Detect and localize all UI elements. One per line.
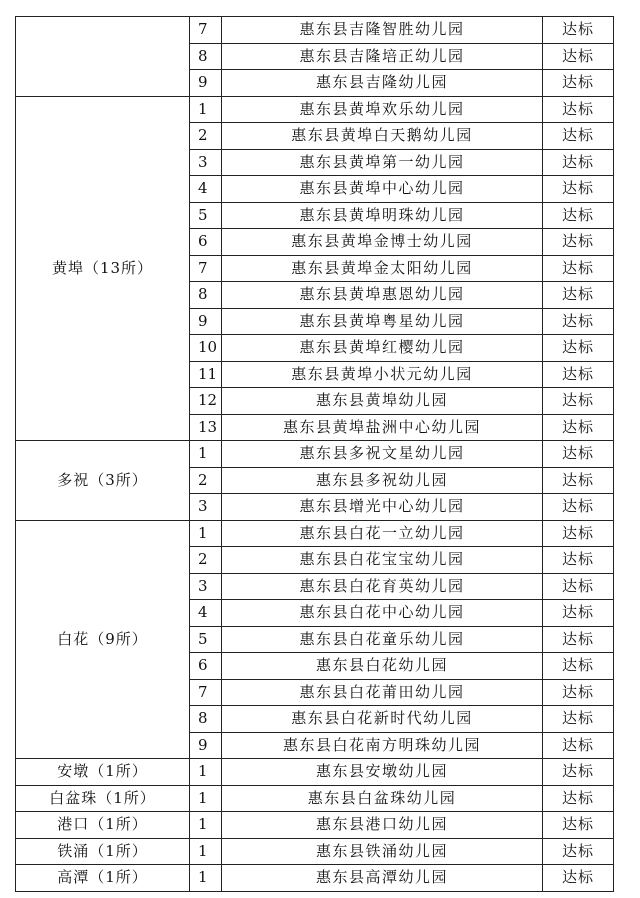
kindergarten-name-cell: 惠东县白盆珠幼儿园 — [222, 785, 543, 812]
row-number-cell: 11 — [190, 361, 222, 388]
kindergarten-name-cell: 惠东县多祝文星幼儿园 — [222, 441, 543, 468]
row-number-cell: 12 — [190, 388, 222, 415]
row-number-cell: 1 — [190, 865, 222, 892]
kindergarten-name-cell: 惠东县吉隆培正幼儿园 — [222, 43, 543, 70]
row-number-cell: 9 — [190, 732, 222, 759]
town-cell: 白盆珠（1所） — [16, 785, 190, 812]
status-cell: 达标 — [543, 255, 614, 282]
kindergarten-name-cell: 惠东县白花童乐幼儿园 — [222, 626, 543, 653]
status-cell: 达标 — [543, 865, 614, 892]
town-cell — [16, 17, 190, 97]
kindergarten-name-cell: 惠东县白花新时代幼儿园 — [222, 706, 543, 733]
status-cell: 达标 — [543, 600, 614, 627]
status-cell: 达标 — [543, 785, 614, 812]
kindergarten-name-cell: 惠东县黄埠白天鹅幼儿园 — [222, 123, 543, 150]
row-number-cell: 13 — [190, 414, 222, 441]
status-cell: 达标 — [543, 441, 614, 468]
kindergarten-name-cell: 惠东县港口幼儿园 — [222, 812, 543, 839]
kindergarten-name-cell: 惠东县黄埠惠恩幼儿园 — [222, 282, 543, 309]
status-cell: 达标 — [543, 467, 614, 494]
row-number-cell: 7 — [190, 255, 222, 282]
table-row — [16, 520, 614, 547]
status-cell: 达标 — [543, 494, 614, 521]
kindergarten-name-cell: 惠东县白花中心幼儿园 — [222, 600, 543, 627]
kindergarten-name-cell: 惠东县吉隆智胜幼儿园 — [222, 17, 543, 44]
table-row — [16, 17, 614, 44]
row-number-cell: 1 — [190, 441, 222, 468]
status-cell: 达标 — [543, 96, 614, 123]
document-page — [15, 16, 614, 892]
status-cell: 达标 — [543, 547, 614, 574]
row-number-cell: 10 — [190, 335, 222, 362]
row-number-cell: 1 — [190, 812, 222, 839]
row-number-cell: 8 — [190, 706, 222, 733]
kindergarten-name-cell: 惠东县白花一立幼儿园 — [222, 520, 543, 547]
town-cell: 安墩（1所） — [16, 759, 190, 786]
status-cell: 达标 — [543, 759, 614, 786]
status-cell: 达标 — [543, 229, 614, 256]
town-cell: 港口（1所） — [16, 812, 190, 839]
row-number-cell: 5 — [190, 626, 222, 653]
status-cell: 达标 — [543, 149, 614, 176]
status-cell: 达标 — [543, 653, 614, 680]
kindergarten-name-cell: 惠东县黄埠粤星幼儿园 — [222, 308, 543, 335]
table-row — [16, 96, 614, 123]
kindergarten-name-cell: 惠东县吉隆幼儿园 — [222, 70, 543, 97]
status-cell: 达标 — [543, 706, 614, 733]
row-number-cell: 1 — [190, 96, 222, 123]
row-number-cell: 1 — [190, 838, 222, 865]
status-cell: 达标 — [543, 335, 614, 362]
status-cell: 达标 — [543, 43, 614, 70]
table-row — [16, 759, 614, 786]
table-body — [16, 17, 614, 892]
kindergarten-name-cell: 惠东县黄埠中心幼儿园 — [222, 176, 543, 203]
kindergarten-name-cell: 惠东县黄埠金太阳幼儿园 — [222, 255, 543, 282]
status-cell: 达标 — [543, 123, 614, 150]
status-cell: 达标 — [543, 812, 614, 839]
row-number-cell: 1 — [190, 759, 222, 786]
kindergarten-name-cell: 惠东县黄埠红樱幼儿园 — [222, 335, 543, 362]
status-cell: 达标 — [543, 626, 614, 653]
town-cell: 高潭（1所） — [16, 865, 190, 892]
kindergarten-name-cell: 惠东县白花莆田幼儿园 — [222, 679, 543, 706]
row-number-cell: 6 — [190, 229, 222, 256]
town-cell: 铁涌（1所） — [16, 838, 190, 865]
status-cell: 达标 — [543, 308, 614, 335]
row-number-cell: 8 — [190, 282, 222, 309]
kindergarten-name-cell: 惠东县黄埠金博士幼儿园 — [222, 229, 543, 256]
kindergarten-name-cell: 惠东县安墩幼儿园 — [222, 759, 543, 786]
kindergarten-name-cell: 惠东县铁涌幼儿园 — [222, 838, 543, 865]
row-number-cell: 7 — [190, 17, 222, 44]
kindergarten-name-cell: 惠东县白花南方明珠幼儿园 — [222, 732, 543, 759]
row-number-cell: 3 — [190, 494, 222, 521]
kindergarten-name-cell: 惠东县白花幼儿园 — [222, 653, 543, 680]
status-cell: 达标 — [543, 520, 614, 547]
row-number-cell: 2 — [190, 467, 222, 494]
table-row — [16, 785, 614, 812]
status-cell: 达标 — [543, 202, 614, 229]
table-row — [16, 812, 614, 839]
row-number-cell: 8 — [190, 43, 222, 70]
row-number-cell: 2 — [190, 547, 222, 574]
kindergarten-name-cell: 惠东县黄埠欢乐幼儿园 — [222, 96, 543, 123]
kindergarten-name-cell: 惠东县白花宝宝幼儿园 — [222, 547, 543, 574]
row-number-cell: 3 — [190, 573, 222, 600]
kindergarten-name-cell: 惠东县增光中心幼儿园 — [222, 494, 543, 521]
row-number-cell: 9 — [190, 308, 222, 335]
kindergarten-name-cell: 惠东县黄埠幼儿园 — [222, 388, 543, 415]
status-cell: 达标 — [543, 679, 614, 706]
town-cell: 白花（9所） — [16, 520, 190, 759]
row-number-cell: 2 — [190, 123, 222, 150]
status-cell: 达标 — [543, 282, 614, 309]
table-row — [16, 838, 614, 865]
row-number-cell: 3 — [190, 149, 222, 176]
row-number-cell: 1 — [190, 785, 222, 812]
kindergarten-name-cell: 惠东县黄埠小状元幼儿园 — [222, 361, 543, 388]
town-cell: 多祝（3所） — [16, 441, 190, 521]
status-cell: 达标 — [543, 70, 614, 97]
kindergarten-name-cell: 惠东县黄埠盐洲中心幼儿园 — [222, 414, 543, 441]
status-cell: 达标 — [543, 361, 614, 388]
row-number-cell: 6 — [190, 653, 222, 680]
status-cell: 达标 — [543, 573, 614, 600]
row-number-cell: 4 — [190, 176, 222, 203]
status-cell: 达标 — [543, 388, 614, 415]
status-cell: 达标 — [543, 414, 614, 441]
row-number-cell: 9 — [190, 70, 222, 97]
table-row — [16, 865, 614, 892]
status-cell: 达标 — [543, 838, 614, 865]
kindergarten-name-cell: 惠东县黄埠明珠幼儿园 — [222, 202, 543, 229]
kindergarten-name-cell: 惠东县白花育英幼儿园 — [222, 573, 543, 600]
kindergarten-name-cell: 惠东县黄埠第一幼儿园 — [222, 149, 543, 176]
row-number-cell: 4 — [190, 600, 222, 627]
row-number-cell: 7 — [190, 679, 222, 706]
table-row — [16, 441, 614, 468]
row-number-cell: 5 — [190, 202, 222, 229]
kindergarten-table — [15, 16, 614, 892]
kindergarten-name-cell: 惠东县高潭幼儿园 — [222, 865, 543, 892]
kindergarten-name-cell: 惠东县多祝幼儿园 — [222, 467, 543, 494]
town-cell: 黄埠（13所） — [16, 96, 190, 441]
status-cell: 达标 — [543, 732, 614, 759]
status-cell: 达标 — [543, 17, 614, 44]
status-cell: 达标 — [543, 176, 614, 203]
row-number-cell: 1 — [190, 520, 222, 547]
